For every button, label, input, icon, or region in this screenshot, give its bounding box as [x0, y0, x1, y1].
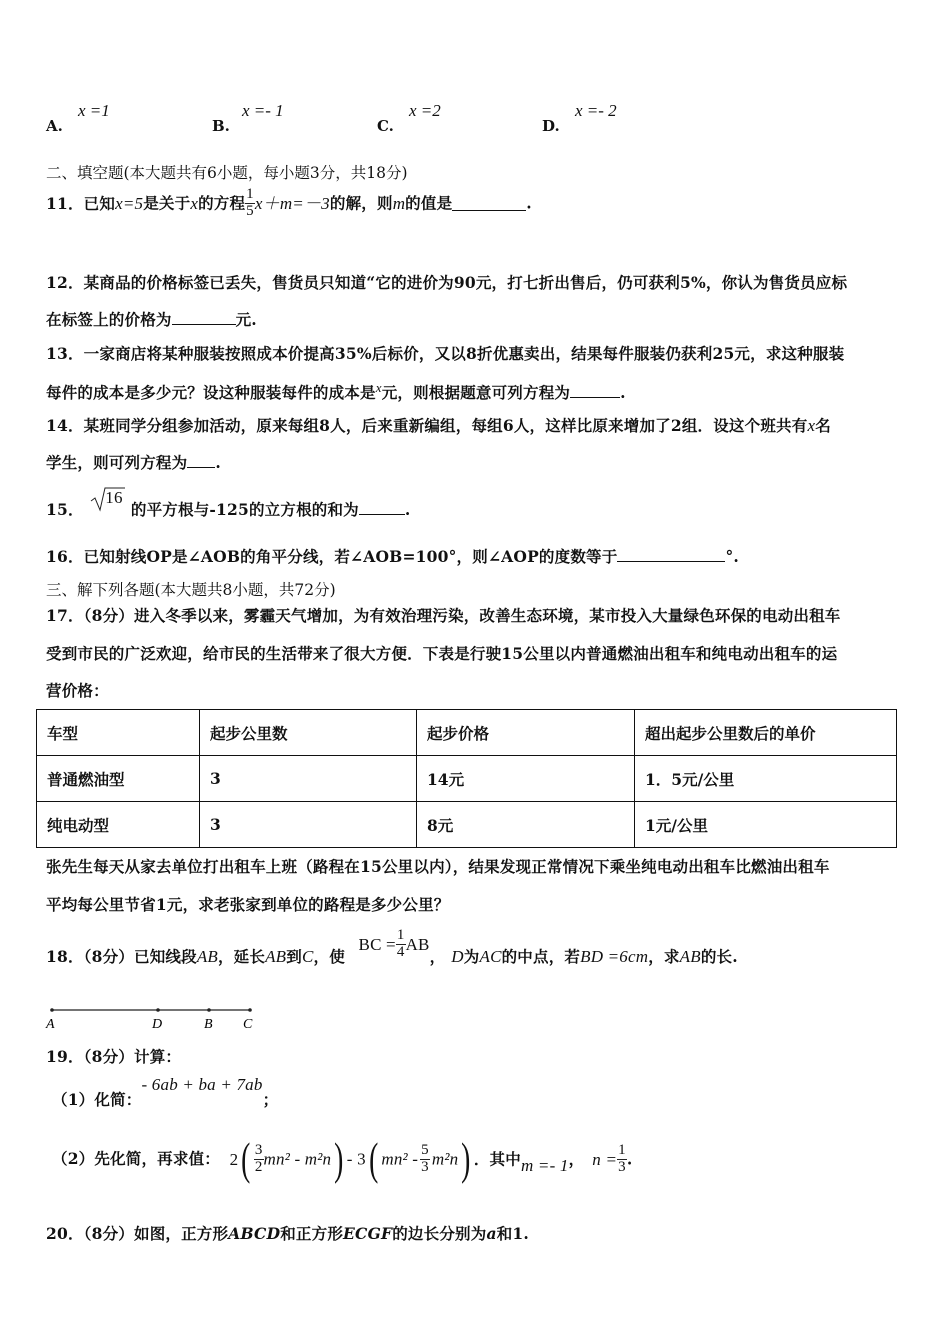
- fraction-one-quarter: $\frac{1}{4}$: [396, 927, 405, 960]
- table-cell: 14元: [417, 756, 635, 802]
- point-b: [207, 1008, 211, 1012]
- answer-blank-16: [617, 547, 725, 562]
- table-row: [37, 802, 897, 848]
- option-c-value: x =2: [409, 101, 441, 120]
- question-12-line-1: 12．某商品的价格标签已丢失，售货员只知道“它的进价为90元，打七折出售后，仍可获利5%，你认为售货员应标: [46, 273, 848, 292]
- answer-blank-12: [172, 310, 236, 325]
- question-15: 15． 16 的平方根与-125的立方根的和为 .: [46, 488, 411, 519]
- label-b: B: [204, 1017, 213, 1032]
- right-paren-1: ): [334, 1133, 344, 1184]
- sqrt-16: 16: [89, 486, 125, 510]
- table-cell: 3: [200, 802, 417, 848]
- option-d-label: D.: [542, 117, 560, 135]
- fare-table: [36, 709, 897, 848]
- question-14-line-2: 学生，则可列方程为 .: [46, 453, 221, 472]
- question-19-title: 19．（8分）计算：: [46, 1047, 182, 1066]
- option-a-label: A.: [46, 117, 63, 135]
- question-17-after-1: 张先生每天从家去单位打出租车上班（路程在15公里以内），结果发现正常情况下乘坐纯电动出租车比燃油出租车: [46, 857, 830, 876]
- point-c: [248, 1008, 252, 1012]
- fraction-five-thirds: $\frac{5}{3}$: [421, 1141, 429, 1175]
- label-a: A: [46, 1017, 55, 1032]
- fraction-one-fifth: $\frac{1}{5}$: [246, 186, 254, 219]
- table-cell: 1．5元/公里: [635, 756, 897, 802]
- question-12-line-2: 在标签上的价格为 元.: [46, 310, 257, 329]
- question-13-line-2: 每件的成本是多少元？设这种服装每件的成本是$^x$元，则根据题意可列方程为 .: [46, 380, 626, 403]
- point-a: [50, 1008, 54, 1012]
- question-19-part-2: （2）先化简，再求值： 2( $\frac{3}{2}$ mn² - m²n) - 3( mn² - $\frac{5}{3}$ m²n) ．其中m =- 1， n = $\frac{1}{3}$ .: [52, 1133, 633, 1184]
- table-header: 起步价格: [417, 710, 635, 756]
- table-cell: 1元/公里: [635, 802, 897, 848]
- table-header: 车型: [37, 710, 200, 756]
- left-paren-2: (: [368, 1133, 379, 1184]
- question-19-part-1: （1）化简：- 6ab + ba + 7ab；: [52, 1075, 279, 1109]
- option-b-label: B.: [212, 117, 230, 135]
- option-c-label: C.: [377, 117, 394, 135]
- section-3-title: 三、解下列各题(本大题共8小题，共72分): [46, 581, 336, 599]
- answer-blank-14: [187, 453, 215, 468]
- question-17-line-3: 营价格：: [46, 681, 109, 700]
- question-11: 11．已知x=5是关于x的方程 $\frac{1}{5}$ x＋m=－3的解，则m的值是 .: [46, 186, 532, 219]
- table-cell: 纯电动型: [37, 802, 200, 848]
- question-17-after-2: 平均每公里节省1元，求老张家到单位的路程是多少公里？: [46, 895, 450, 914]
- answer-blank-11: [452, 196, 526, 211]
- table-header: 超出起步公里数后的单价: [635, 710, 897, 756]
- option-d-value: x =- 2: [575, 101, 617, 120]
- question-17-line-2: 受到市民的广泛欢迎，给市民的生活带来了很大方便．下表是行驶15公里以内普通燃油出租车和纯电动出租车的运: [46, 644, 838, 663]
- table-cell: 8元: [417, 802, 635, 848]
- left-paren-1: (: [241, 1133, 251, 1184]
- question-17-line-1: 17．（8分）进入冬季以来，雾霾天气增加，为有效治理污染，改善生态环境，某市投入大量绿色环保的电动出租车: [46, 606, 841, 625]
- section-2-title: 二、填空题(本大题共有6小题，每小题3分，共18分): [46, 164, 408, 182]
- option-b-value: x =- 1: [242, 101, 284, 120]
- segment-figure: [44, 1002, 264, 1034]
- question-20: 20．（8分）如图，正方形ABCD和正方形ECGF的边长分别为a和1.: [46, 1224, 529, 1243]
- answer-blank-13: [570, 383, 620, 398]
- label-d: D: [152, 1017, 163, 1032]
- label-c: C: [243, 1017, 253, 1032]
- answer-blank-15: [359, 500, 405, 515]
- option-a-value: x =1: [78, 101, 110, 120]
- table-cell: 普通燃油型: [37, 756, 200, 802]
- right-paren-2: ): [461, 1133, 471, 1184]
- question-14-line-1: 14．某班同学分组参加活动，原来每组8人，后来重新编组，每组6人，这样比原来增加了2组．设这个班共有x名: [46, 416, 831, 435]
- question-13-line-1: 13．一家商店将某种服装按照成本价提高35%后标价，又以8折优惠卖出，结果每件服装仍获利25元，求这种服装: [46, 344, 845, 363]
- point-d: [156, 1008, 160, 1012]
- question-16: 16．已知射线OP是∠AOB的角平分线，若∠AOB=100°，则∠AOP的度数等于 °.: [46, 547, 739, 566]
- table-cell: 3: [200, 756, 417, 802]
- fraction-one-third: $\frac{1}{3}$: [618, 1141, 626, 1175]
- question-18: 18．（8分）已知线段AB，延长AB到C，使 BC = $\frac{1}{4}$ AB， D为AC的中点，若BD =6cm，求AB的长.: [46, 928, 738, 969]
- table-header: 起步公里数: [200, 710, 417, 756]
- table-header-row: [37, 710, 897, 756]
- table-row: [37, 756, 897, 802]
- fraction-three-halves: $\frac{3}{2}$: [254, 1141, 263, 1175]
